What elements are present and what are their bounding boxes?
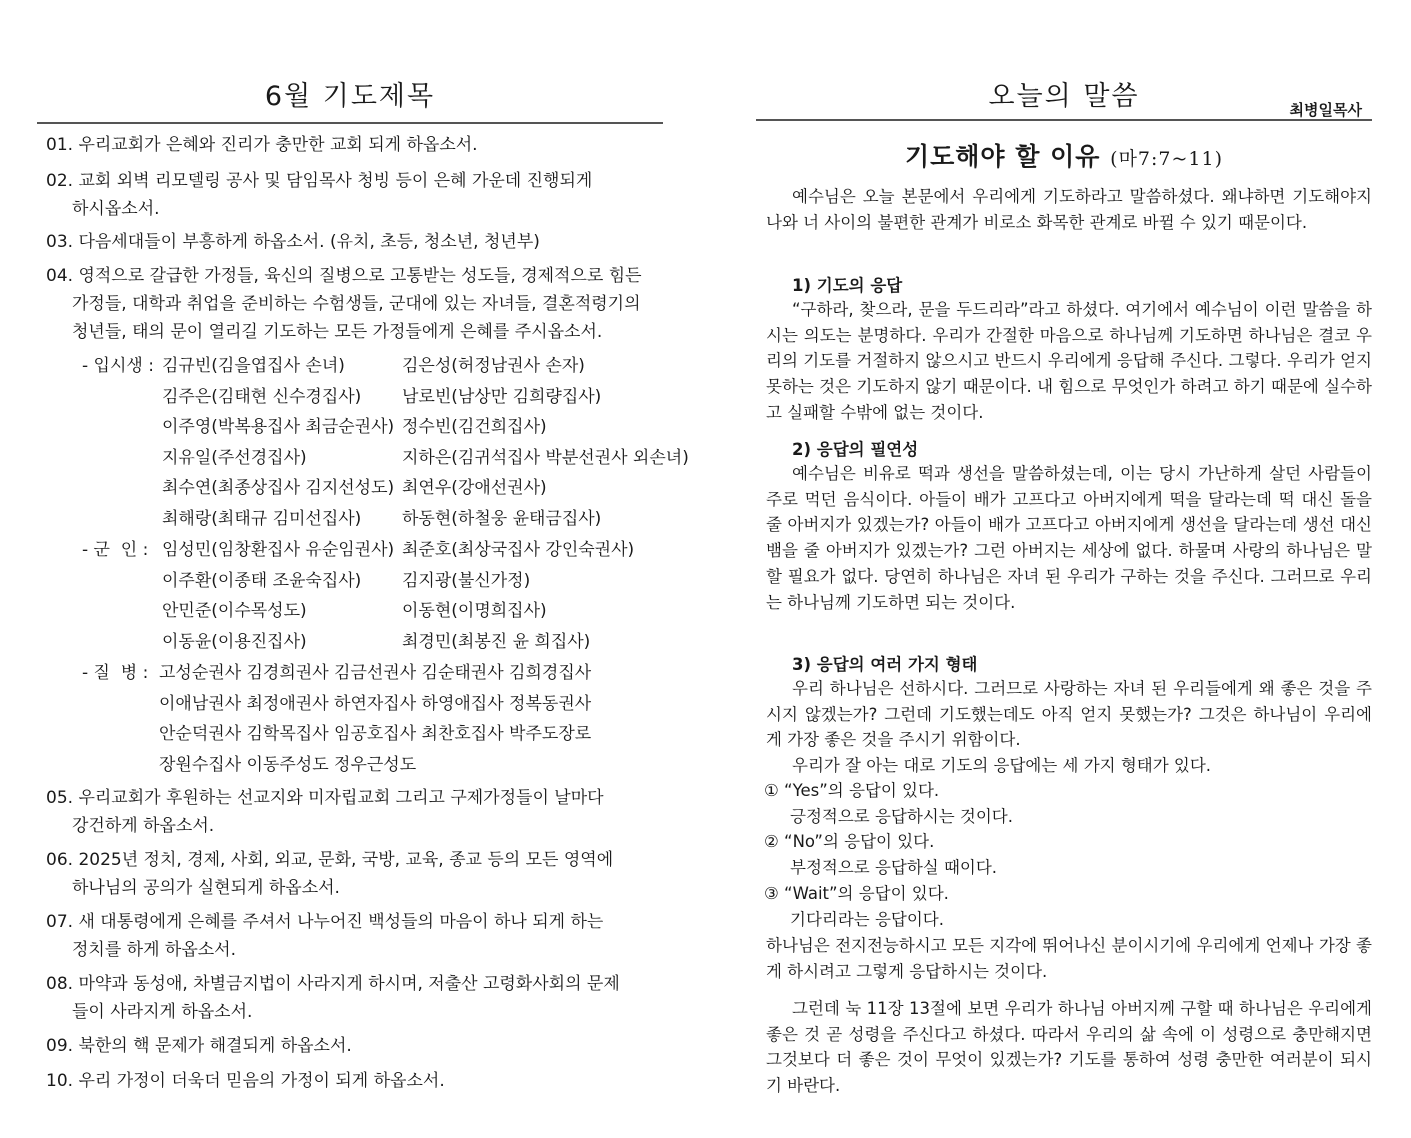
list-item: 최해랑(최태규 김미선집사) 하동현(하철웅 윤태금집사)	[162, 508, 602, 529]
todays-word-title: 오늘의 말씀	[988, 81, 1140, 112]
sermon-title-text: 기도해야 할 이유	[904, 142, 1101, 171]
answer-description: 기다리라는 응답이다.	[790, 909, 944, 929]
item-number: 10.	[46, 1071, 74, 1091]
section-heading: 2) 응답의 필연성	[792, 440, 919, 459]
item-number: 09.	[46, 1036, 74, 1056]
item-text: 하나님의 공의가 실현되게 하옵소서.	[72, 878, 340, 898]
list-item: 이주영(박복용집사 최금순권사) 정수빈(김건희집사)	[162, 417, 547, 437]
item-text: 영적으로 갈급한 가정들, 육신의 질병으로 고통받는 성도들, 경제적으로 힘든	[78, 266, 642, 286]
prayer-item	[46, 846, 663, 902]
answer-description: 긍정적으로 응답하시는 것이다.	[790, 806, 1013, 826]
prayer-item	[46, 228, 663, 256]
sermon-title	[756, 137, 1372, 173]
list-item: 지유일(주선경집사) 지하은(김귀석집사 박분선권사 외손녀)	[162, 447, 689, 468]
list-item: 김주은(김태현 신수경집사) 남로빈(남상만 김희량집사)	[162, 386, 602, 407]
answer-types-list	[764, 778, 1372, 932]
item-number: 04.	[46, 266, 74, 286]
item-text: 우리 가정이 더욱더 믿음의 가정이 되게 하옵소서.	[78, 1071, 445, 1091]
title-divider	[756, 119, 1372, 121]
prayer-item	[46, 784, 663, 840]
answer-type-no: ② “No”의 응답이 있다.	[764, 832, 935, 852]
list-item: 임성민(임창환집사 유순임권사) 최준호(최상국집사 강인숙권사)	[162, 540, 635, 560]
item-text: 들이 사라지게 하옵소서.	[72, 1002, 253, 1022]
list-item: 안순덕권사 김학목집사 임공호집사 최찬호집사 박주도장로	[159, 724, 592, 744]
item-number: 05.	[46, 788, 74, 808]
section-body	[766, 676, 1372, 779]
section-body: “구하라, 찾으라, 문을 두드리라”라고 하셨다. 여기에서 예수님이 이런 말씀을 하시는 의도는 분명하다. 우리가 간절한 마음으로 하나님께 기도하면 하나님은 결코 우리의 기도를 거절하지 않으시고 반드시 우리에게 응답해 주신다. 그렇다. 우리가 얻지 못하는 것은 기도하지 않기 때문이다. 내 힘으로 무엇인가 하려고 하기 때문에 실수하고 실패할 수밖에 없는 것이다.	[766, 300, 1372, 422]
list-label: - 군 인 :	[82, 540, 149, 560]
item-text: 교회 외벽 리모델링 공사 및 담임목사 청빙 등이 은혜 가운데 진행되게	[78, 171, 593, 191]
prayer-topics-title: 6월 기도제목	[264, 81, 436, 112]
closing-paragraph: 그런데 눅 11장 13절에 보면 우리가 하나님 아버지께 구할 때 하나님은 우리에게 좋은 것 곧 성령을 주신다고 하셨다. 따라서 우리의 삶 속에 이 성령으로 충만해지면 그것보다 더 좋은 것이 무엇이 있겠는가? 기도를 통하여 성령 충만한 여러분이 되시기 바란다.	[766, 999, 1372, 1096]
prayer-item	[46, 167, 663, 223]
list-item: 고성순권사 김경희권사 김금선권사 김순태권사 김희경집사	[159, 663, 592, 683]
item-number: 01.	[46, 135, 74, 155]
item-text: 강건하게 하옵소서.	[72, 816, 215, 836]
title-divider	[37, 122, 663, 124]
item-text: 새 대통령에게 은혜를 주셔서 나누어진 백성들의 마음이 하나 되게 하는	[78, 912, 604, 932]
body-text: 우리가 잘 아는 대로 기도의 응답에는 세 가지 형태가 있다.	[792, 756, 1212, 776]
answer-type-wait: ③ “Wait”의 응답이 있다.	[764, 883, 949, 903]
list-item: 이주환(이종태 조윤숙집사) 김지광(불신가정)	[162, 570, 531, 591]
list-item: 최수연(최종상집사 김지선성도) 최연우(강애선권사)	[162, 478, 547, 498]
list-item: 장원수집사 이동주성도 정우근성도	[159, 754, 417, 775]
list-item: 안민준(이수목성도) 이동현(이명희집사)	[162, 601, 547, 621]
list-item: 이동윤(이용진집사) 최경민(최봉진 윤 희집사)	[162, 631, 591, 652]
item-number: 02.	[46, 171, 74, 191]
item-number: 03.	[46, 232, 74, 252]
item-text: 정치를 하게 하옵소서.	[72, 940, 237, 960]
item-number: 07.	[46, 912, 74, 932]
prayer-item	[46, 131, 663, 159]
item-text: 북한의 핵 문제가 해결되게 하옵소서.	[78, 1036, 352, 1056]
prayer-item	[46, 1067, 663, 1095]
list-label: - 입시생 :	[82, 356, 154, 376]
answer-type-yes: ① “Yes”의 응답이 있다.	[764, 781, 940, 800]
answer-description: 부정적으로 응답하실 때이다.	[790, 858, 998, 878]
scripture-reference: (마7:7~11)	[1110, 148, 1224, 170]
section-body: 예수님은 비유로 떡과 생선을 말씀하셨는데, 이는 당시 가난하게 살던 사람들이 주로 먹던 음식이다. 아들이 배가 고프다고 아버지에게 떡을 달라는데 떡 대신 돌을 줄 아버지가 있겠는가? 아들이 배가 고프다고 아버지에게 생선을 달라는데 생선 대신 뱀을 줄 아버지가 있겠는가? 그런 아버지는 세상에 없다. 하물며 사랑의 하나님은 말할 필요가 없다. 당연히 하나님은 자녀 된 우리가 구하는 것을 주신다. 그러므로 우리는 하나님께 기도하면 되는 것이다.	[766, 464, 1372, 612]
prayer-item	[46, 262, 663, 346]
body-text: 우리 하나님은 선하시다. 그러므로 사랑하는 자녀 된 우리들에게 왜 좋은 것을 주시지 않겠는가? 그런데 기도했는데도 아직 얻지 못했는가? 그것은 하나님이 우리에게 가장 좋은 것을 주시기 위함이다.	[766, 679, 1372, 750]
item-text: 하시옵소서.	[72, 199, 160, 219]
section-conclusion: 하나님은 전지전능하시고 모든 지각에 뛰어나신 분이시기에 우리에게 언제나 가장 좋게 하시려고 그렇게 응답하시는 것이다.	[766, 936, 1372, 981]
item-text: 우리교회가 은혜와 진리가 충만한 교회 되게 하옵소서.	[78, 135, 478, 155]
list-item: 김규빈(김을엽집사 손녀) 김은성(허정남권사 손자)	[162, 356, 585, 376]
author-name: 최병일목사	[1289, 101, 1362, 119]
item-text: 가정들, 대학과 취업을 준비하는 수험생들, 군대에 있는 자녀들, 결혼적령기의	[72, 294, 641, 314]
item-text: 청년들, 태의 문이 열리길 기도하는 모든 가정들에게 은혜를 주시옵소서.	[72, 322, 603, 342]
item-text: 2025년 정치, 경제, 사회, 외교, 문화, 국방, 교육, 종교 등의 모든 영역에	[78, 850, 614, 870]
section-heading: 3) 응답의 여러 가지 형태	[792, 655, 978, 674]
prayer-item	[46, 1032, 663, 1060]
list-label: - 질 병 :	[82, 663, 149, 683]
item-text: 마약과 동성애, 차별금지법이 사라지게 하시며, 저출산 고령화사회의 문제	[78, 974, 620, 994]
item-number: 08.	[46, 974, 74, 994]
section-heading: 1) 기도의 응답	[792, 276, 903, 295]
prayer-item	[46, 970, 663, 1026]
item-text: 우리교회가 후원하는 선교지와 미자립교회 그리고 구제가정들이 날마다	[78, 788, 604, 808]
item-number: 06.	[46, 850, 74, 870]
item-text: 다음세대들이 부흥하게 하옵소서. (유치, 초등, 청소년, 청년부)	[78, 232, 540, 252]
list-item: 이애남권사 최정애권사 하연자집사 하영애집사 정복동권사	[159, 693, 592, 714]
prayer-item	[46, 908, 663, 964]
intro-paragraph: 예수님은 오늘 본문에서 우리에게 기도하라고 말씀하셨다. 왜냐하면 기도해야지 나와 너 사이의 불편한 관계가 비로소 화목한 관계로 바뀔 수 있기 때문이다.	[766, 187, 1372, 232]
